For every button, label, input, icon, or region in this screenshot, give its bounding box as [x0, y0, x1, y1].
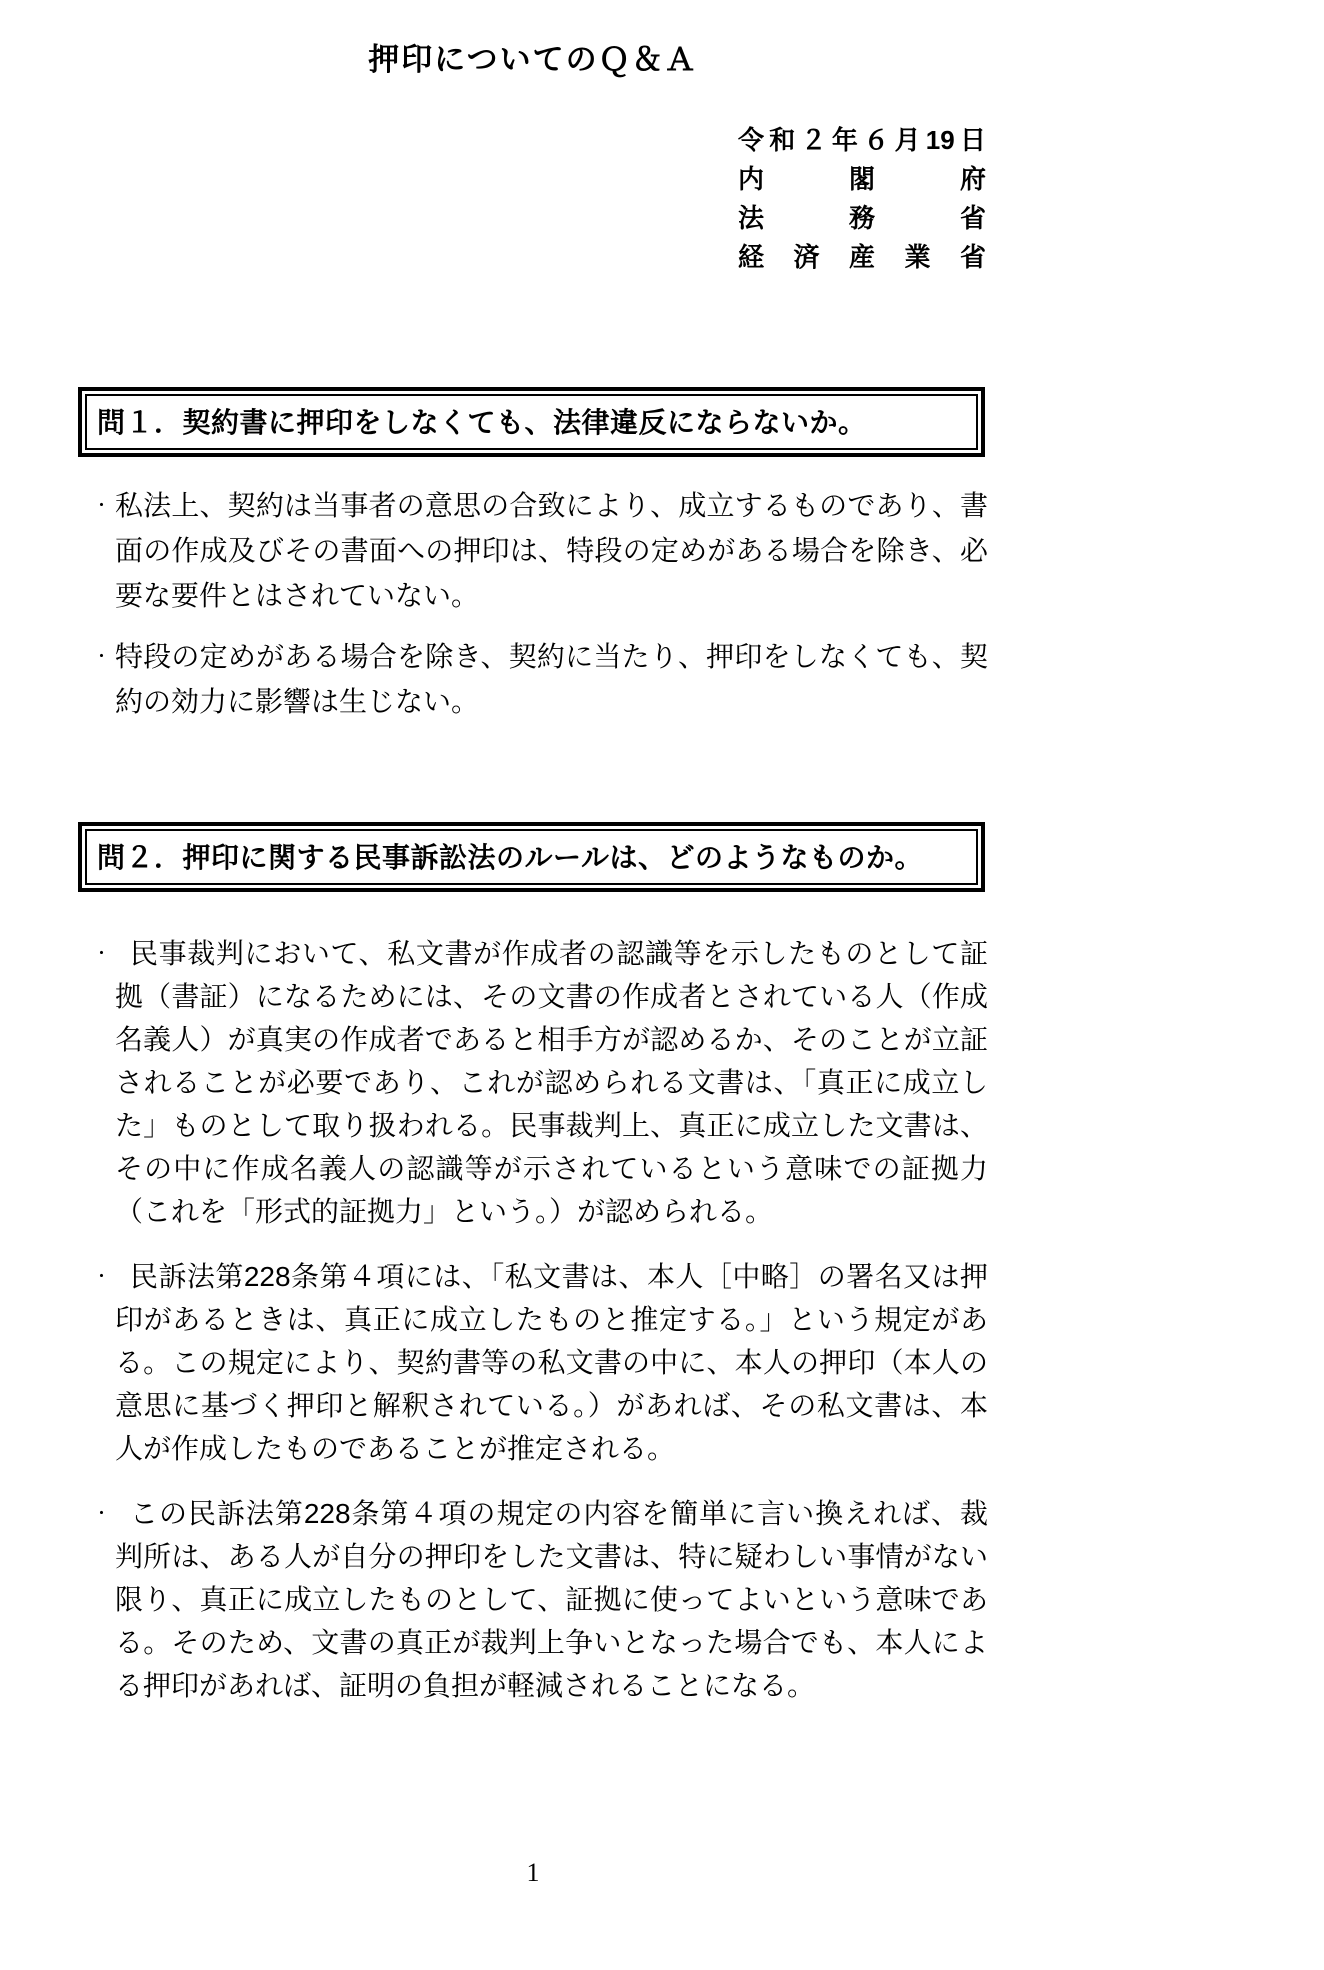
- answer-paragraph: 私法上、契約は当事者の意思の合致により、成立するものであり、書面の作成及びその書面への押印は、特段の定めがある場合を除き、必要な要件とはされていない。: [115, 490, 988, 611]
- question-1-heading: 問１．契約書に押印をしなくても、法律違反にならないか。: [85, 394, 978, 450]
- page-number: 1: [526, 1858, 540, 1887]
- question-1-answer-list: [78, 483, 988, 724]
- question-1-heading-box: [78, 387, 985, 457]
- agency-ministry-of-justice: 法務省: [738, 203, 986, 233]
- bullet-icon: ・: [93, 944, 110, 963]
- bullet-icon: ・: [93, 647, 110, 666]
- question-2-heading: 問２．押印に関する民事訴訟法のルールは、どのようなものか。: [85, 829, 978, 885]
- answer-paragraph: 特段の定めがある場合を除き、契約に当たり、押印をしなくても、契約の効力に影響は生じない。: [115, 641, 988, 717]
- question-2-section: [78, 822, 988, 1707]
- bullet-icon: ・: [93, 496, 110, 515]
- list-item: [78, 1492, 988, 1707]
- bullet-icon: ・: [93, 1267, 110, 1286]
- list-item: [78, 932, 988, 1233]
- question-1-section: [78, 387, 988, 724]
- question-2-heading-box: [78, 822, 985, 892]
- agency-cabinet-office: 内閣府: [738, 164, 986, 194]
- agency-ministry-of-economy: 経済産業省: [738, 242, 986, 272]
- list-item: [78, 634, 988, 724]
- list-item: [78, 1255, 988, 1470]
- answer-paragraph: 民訴法第228条第４項には、「私文書は、本人［中略］の署名又は押印があるときは、真正に成立したものと推定する。」という規定がある。この規定により、契約書等の私文書の中に、本人の押印（本人の意思に基づく押印と解釈されている。）があれば、その私文書は、本人が作成したものであることが推定される。: [115, 1261, 988, 1464]
- page-title: 押印についてのＱ＆Ａ: [368, 42, 698, 77]
- date-line: 令和２年６月19日: [738, 125, 986, 155]
- question-2-answer-list: [78, 932, 988, 1707]
- list-item: [78, 483, 988, 618]
- date-agency-block: [738, 121, 986, 277]
- bullet-icon: ・: [93, 1504, 110, 1523]
- document-page: [78, 0, 988, 1970]
- answer-paragraph: この民訴法第228条第４項の規定の内容を簡単に言い換えれば、裁判所は、ある人が自分の押印をした文書は、特に疑わしい事情がない限り、真正に成立したものとして、証拠に使ってよいという意味である。そのため、文書の真正が裁判上争いとなった場合でも、本人による押印があれば、証明の負担が軽減されることになる。: [115, 1498, 988, 1701]
- answer-paragraph: 民事裁判において、私文書が作成者の認識等を示したものとして証拠（書証）になるためには、その文書の作成者とされている人（作成名義人）が真実の作成者であると相手方が認めるか、そのことが立証されることが必要であり、これが認められる文書は、「真正に成立した」ものとして取り扱われる。民事裁判上、真正に成立した文書は、その中に作成名義人の認識等が示されているという意味での証拠力（これを「形式的証拠力」という。）が認められる。: [115, 938, 988, 1227]
